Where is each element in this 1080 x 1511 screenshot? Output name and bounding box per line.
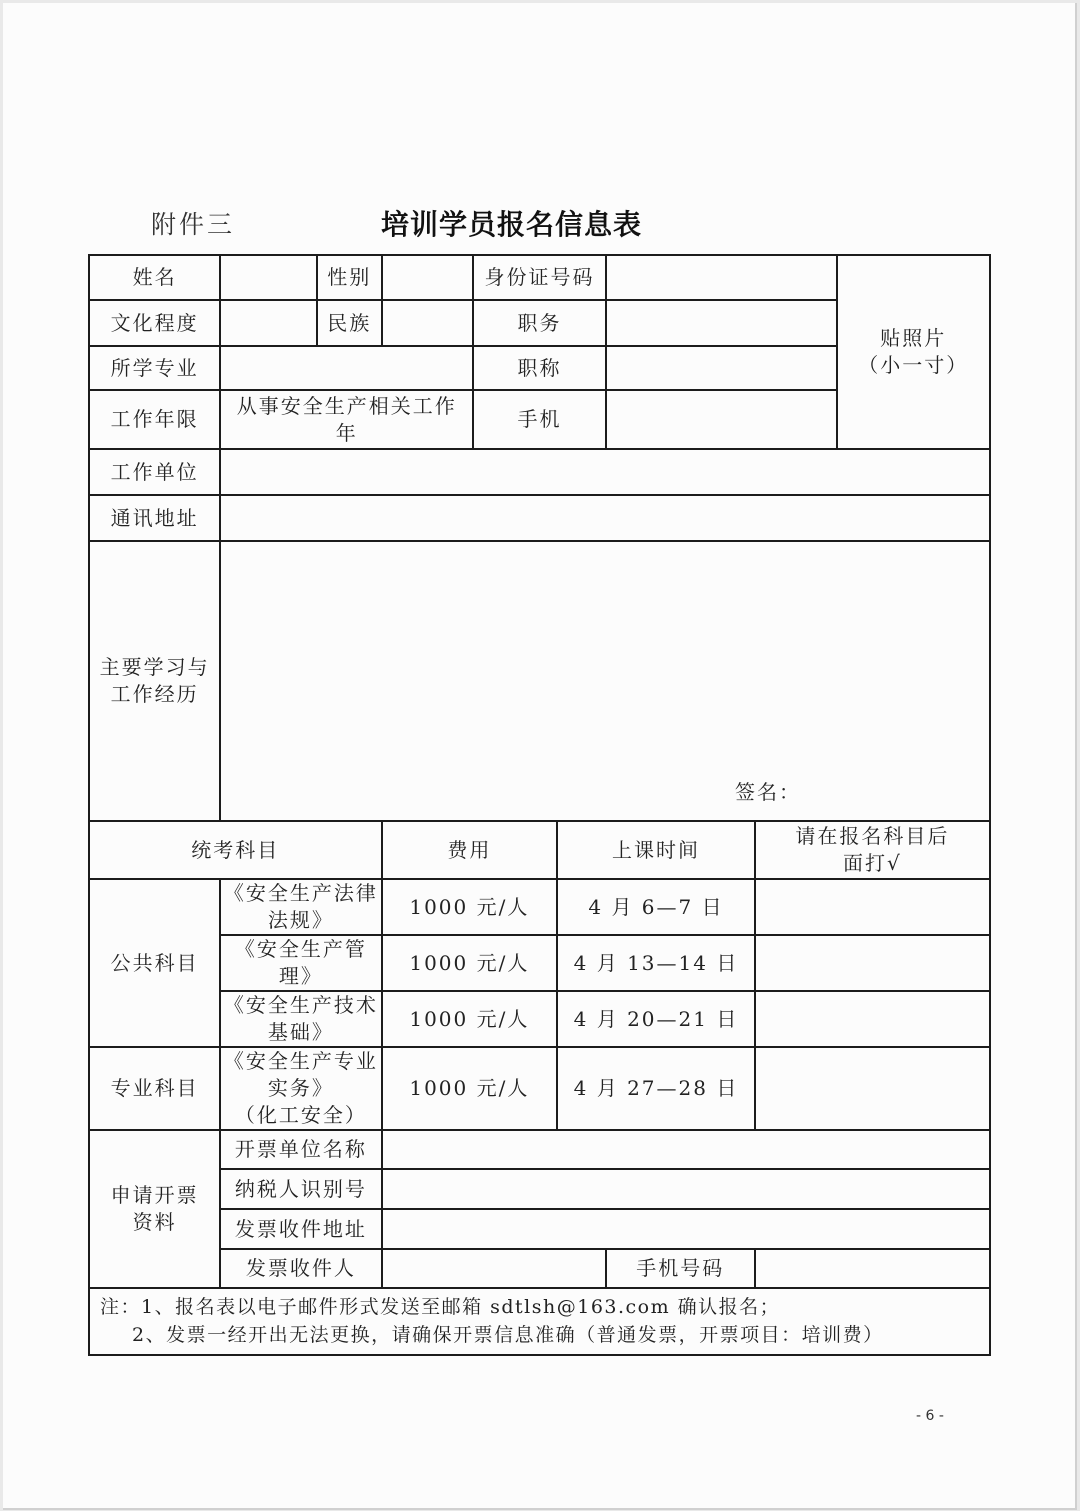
course-check-cell[interactable] <box>755 935 990 991</box>
course-name: 《安全生产法律法规》 <box>220 879 381 935</box>
major-field[interactable] <box>220 346 473 390</box>
photo-label: 贴照片 <box>880 326 947 350</box>
course-check-cell[interactable] <box>755 1047 990 1130</box>
work-years-hint: 从事安全生产相关工作 <box>236 393 457 418</box>
experience-label-line1: 主要学习与 <box>99 655 210 679</box>
experience-label <box>89 541 220 821</box>
work-years-unit: 年 <box>335 420 358 445</box>
public-subjects-label: 公共科目 <box>89 879 220 1047</box>
header-check <box>755 821 990 879</box>
header-check-line1: 请在报名科目后 <box>795 824 950 848</box>
tax-id-field[interactable] <box>382 1169 990 1209</box>
course-date: 4 月 20—21 日 <box>557 991 755 1047</box>
invoice-address-field[interactable] <box>382 1209 990 1249</box>
invoice-recipient-field[interactable] <box>382 1249 606 1288</box>
course-date: 4 月 27—28 日 <box>557 1047 755 1130</box>
course-name-line2: （化工安全） <box>234 1103 367 1127</box>
course-row <box>89 935 990 991</box>
course-row <box>89 991 990 1047</box>
tax-id-label: 纳税人识别号 <box>220 1169 381 1209</box>
signature-label: 签名： <box>735 780 801 804</box>
invoice-phone-label: 手机号码 <box>606 1249 755 1288</box>
invoice-phone-field[interactable] <box>755 1249 990 1288</box>
name-field[interactable] <box>220 255 317 300</box>
registration-form-table <box>88 254 991 1356</box>
ethnicity-field[interactable] <box>382 300 474 346</box>
invoice-group-label <box>89 1130 220 1288</box>
header-schedule: 上课时间 <box>557 821 755 879</box>
id-number-field[interactable] <box>606 255 837 300</box>
course-date: 4 月 13—14 日 <box>557 935 755 991</box>
course-fee: 1000 元/人 <box>382 1047 558 1130</box>
professional-subjects-label: 专业科目 <box>89 1047 220 1130</box>
experience-label-line2: 工作经历 <box>110 682 199 706</box>
invoice-address-label: 发票收件地址 <box>220 1209 381 1249</box>
course-name: 《安全生产管理》 <box>220 935 381 991</box>
photo-size: （小一寸） <box>858 353 969 377</box>
course-check-cell[interactable] <box>755 879 990 935</box>
address-label: 通讯地址 <box>89 495 220 541</box>
notes <box>89 1288 990 1355</box>
photo-box[interactable] <box>837 255 990 449</box>
major-label: 所学专业 <box>89 346 220 390</box>
page-number: - 6 - <box>916 1408 944 1424</box>
invoice-group-line1: 申请开票 <box>110 1183 199 1207</box>
position-label: 职务 <box>473 300 605 346</box>
course-fee: 1000 元/人 <box>382 935 558 991</box>
header-check-line2: 面打√ <box>843 851 902 875</box>
course-row <box>89 879 990 935</box>
course-fee: 1000 元/人 <box>382 879 558 935</box>
employer-label: 工作单位 <box>89 449 220 495</box>
note-line-2: 2、发票一经开出无法更换，请确保开票信息准确（普通发票，开票项目：培训费） <box>132 1323 884 1346</box>
ethnicity-label: 民族 <box>317 300 382 346</box>
course-name-line1: 《安全生产专业实务》 <box>223 1049 378 1100</box>
course-name: 《安全生产技术基础》 <box>220 991 381 1047</box>
experience-field[interactable] <box>220 541 990 821</box>
header-subject: 统考科目 <box>89 821 382 879</box>
name-label: 姓名 <box>89 255 220 300</box>
work-years-label: 工作年限 <box>89 390 220 449</box>
gender-label: 性别 <box>317 255 382 300</box>
annex-label: 附件三 <box>151 210 236 239</box>
invoice-company-label: 开票单位名称 <box>220 1130 381 1169</box>
course-date: 4 月 6—7 日 <box>557 879 755 935</box>
invoice-recipient-label: 发票收件人 <box>220 1249 381 1288</box>
id-number-label: 身份证号码 <box>473 255 605 300</box>
course-check-cell[interactable] <box>755 991 990 1047</box>
address-field[interactable] <box>220 495 990 541</box>
employer-field[interactable] <box>220 449 990 495</box>
work-years-field[interactable] <box>220 390 473 449</box>
title-field[interactable] <box>606 346 837 390</box>
education-field[interactable] <box>220 300 317 346</box>
mobile-field[interactable] <box>606 390 837 449</box>
mobile-label: 手机 <box>473 390 605 449</box>
note-line-1: 注：1、报名表以电子邮件形式发送至邮箱 sdtlsh@163.com 确认报名； <box>100 1295 781 1318</box>
invoice-group-line2: 资料 <box>132 1210 177 1234</box>
education-label: 文化程度 <box>89 300 220 346</box>
header-fee: 费用 <box>382 821 558 879</box>
course-row <box>89 1047 990 1130</box>
invoice-company-field[interactable] <box>382 1130 990 1169</box>
form-title: 培训学员报名信息表 <box>381 208 643 241</box>
course-fee: 1000 元/人 <box>382 991 558 1047</box>
title-label: 职称 <box>473 346 605 390</box>
gender-field[interactable] <box>382 255 474 300</box>
position-field[interactable] <box>606 300 837 346</box>
course-name <box>220 1047 381 1130</box>
